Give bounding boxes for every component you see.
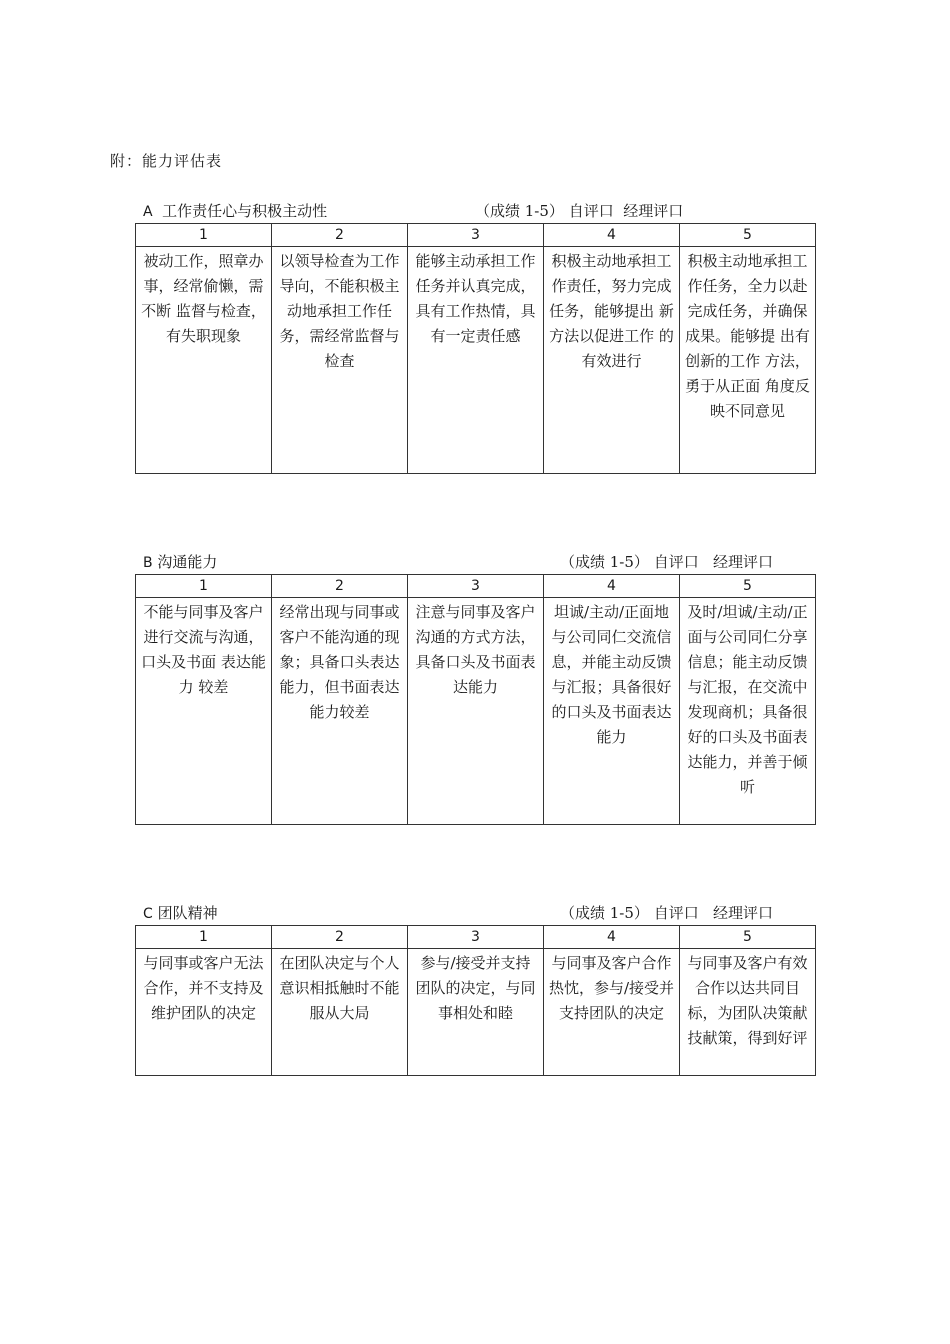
score-header-2: 2 bbox=[272, 224, 408, 247]
section-header bbox=[135, 903, 816, 925]
score-header-1: 1 bbox=[136, 575, 272, 598]
section-score-meta bbox=[475, 200, 683, 221]
section-header bbox=[135, 552, 816, 574]
score-header-row bbox=[136, 926, 816, 949]
page-title: 附：能力评估表 bbox=[110, 152, 223, 170]
level-description-row bbox=[136, 949, 816, 1076]
level-cell-1: 被动工作，照章办 事，经常偷懒，需不断 监督与检查，有失职现象 bbox=[136, 247, 272, 474]
level-cell-5: 及时/坦诚/主动/正面与公司同仁分享信息；能主动反馈与汇报，在交流中发现商机；具备很好的口头及书面表达能力，并善于倾听 bbox=[680, 598, 816, 825]
manager-eval-checkbox[interactable]: 经理评口 bbox=[713, 904, 774, 922]
score-header-3: 3 bbox=[408, 575, 544, 598]
score-header-row bbox=[136, 224, 816, 247]
self-eval-checkbox[interactable]: 自评口 bbox=[568, 202, 614, 220]
self-eval-checkbox[interactable]: 自评口 bbox=[653, 553, 699, 571]
section-header bbox=[135, 201, 816, 223]
level-cell-2: 在团队决定与个人 意识相抵触时不能 服从大局 bbox=[272, 949, 408, 1076]
level-cell-3: 能够主动承担工作 任务并认真完成，具有工作热情，具有一定责任感 bbox=[408, 247, 544, 474]
score-header-1: 1 bbox=[136, 224, 272, 247]
section-a bbox=[135, 201, 816, 474]
score-header-row bbox=[136, 575, 816, 598]
level-cell-2: 以领导检查为工作 导向，不能积极主 动地承担工作任 务，需经常监督与 检查 bbox=[272, 247, 408, 474]
score-header-5: 5 bbox=[680, 926, 816, 949]
level-cell-2: 经常出现与同事或 客户不能沟通的现 象；具备口头表达 能力，但书面表达 能力较差 bbox=[272, 598, 408, 825]
section-b bbox=[135, 552, 816, 825]
score-header-4: 4 bbox=[544, 224, 680, 247]
section-score-meta bbox=[560, 551, 773, 572]
level-cell-4: 与同事及客户合作 热忱，参与/接受并 支持团队的决定 bbox=[544, 949, 680, 1076]
score-header-3: 3 bbox=[408, 224, 544, 247]
section-score-meta bbox=[560, 902, 773, 923]
score-header-2: 2 bbox=[272, 575, 408, 598]
level-cell-4: 积极主动地承担工 作责任，努力完成任务，能够提出 新方法以促进工作 的有效进行 bbox=[544, 247, 680, 474]
rubric-table bbox=[135, 574, 816, 825]
section-title: B 沟通能力 bbox=[143, 553, 218, 571]
score-range-label: （成绩 1-5） bbox=[560, 553, 649, 571]
score-header-4: 4 bbox=[544, 575, 680, 598]
section-title: A 工作责任心与积极主动性 bbox=[143, 202, 328, 220]
manager-eval-checkbox[interactable]: 经理评口 bbox=[713, 553, 774, 571]
score-header-2: 2 bbox=[272, 926, 408, 949]
rubric-table bbox=[135, 925, 816, 1076]
self-eval-checkbox[interactable]: 自评口 bbox=[653, 904, 699, 922]
rubric-table bbox=[135, 223, 816, 474]
level-description-row bbox=[136, 247, 816, 474]
score-header-5: 5 bbox=[680, 224, 816, 247]
score-header-4: 4 bbox=[544, 926, 680, 949]
level-cell-5: 与同事及客户有效合作以达共同目标，为团队决策献技献策，得到好评 bbox=[680, 949, 816, 1076]
level-cell-3: 注意与同事及客户 沟通的方式方法，具备口头及书面表 达能力 bbox=[408, 598, 544, 825]
manager-eval-checkbox[interactable]: 经理评口 bbox=[623, 202, 684, 220]
score-header-3: 3 bbox=[408, 926, 544, 949]
score-header-1: 1 bbox=[136, 926, 272, 949]
score-header-5: 5 bbox=[680, 575, 816, 598]
score-range-label: （成绩 1-5） bbox=[475, 202, 564, 220]
score-range-label: （成绩 1-5） bbox=[560, 904, 649, 922]
section-title: C 团队精神 bbox=[143, 904, 218, 922]
level-cell-1: 与同事或客户无法 合作，并不支持及 维护团队的决定 bbox=[136, 949, 272, 1076]
section-c bbox=[135, 903, 816, 1076]
level-cell-4: 坦诚/主动/正面地 与公司同仁交流信 息，并能主动反馈 与汇报；具备很好 的口头及书面表达能力 bbox=[544, 598, 680, 825]
level-cell-1: 不能与同事及客户 进行交流与沟通，口头及书面 表达能力 较差 bbox=[136, 598, 272, 825]
level-cell-5: 积极主动地承担工作任务，全力以赴完成任务，并确保成果。能够提 出有创新的工作 方法，勇于从正面 角度反映不同意见 bbox=[680, 247, 816, 474]
level-cell-3: 参与/接受并支持 团队的决定，与同 事相处和睦 bbox=[408, 949, 544, 1076]
level-description-row bbox=[136, 598, 816, 825]
